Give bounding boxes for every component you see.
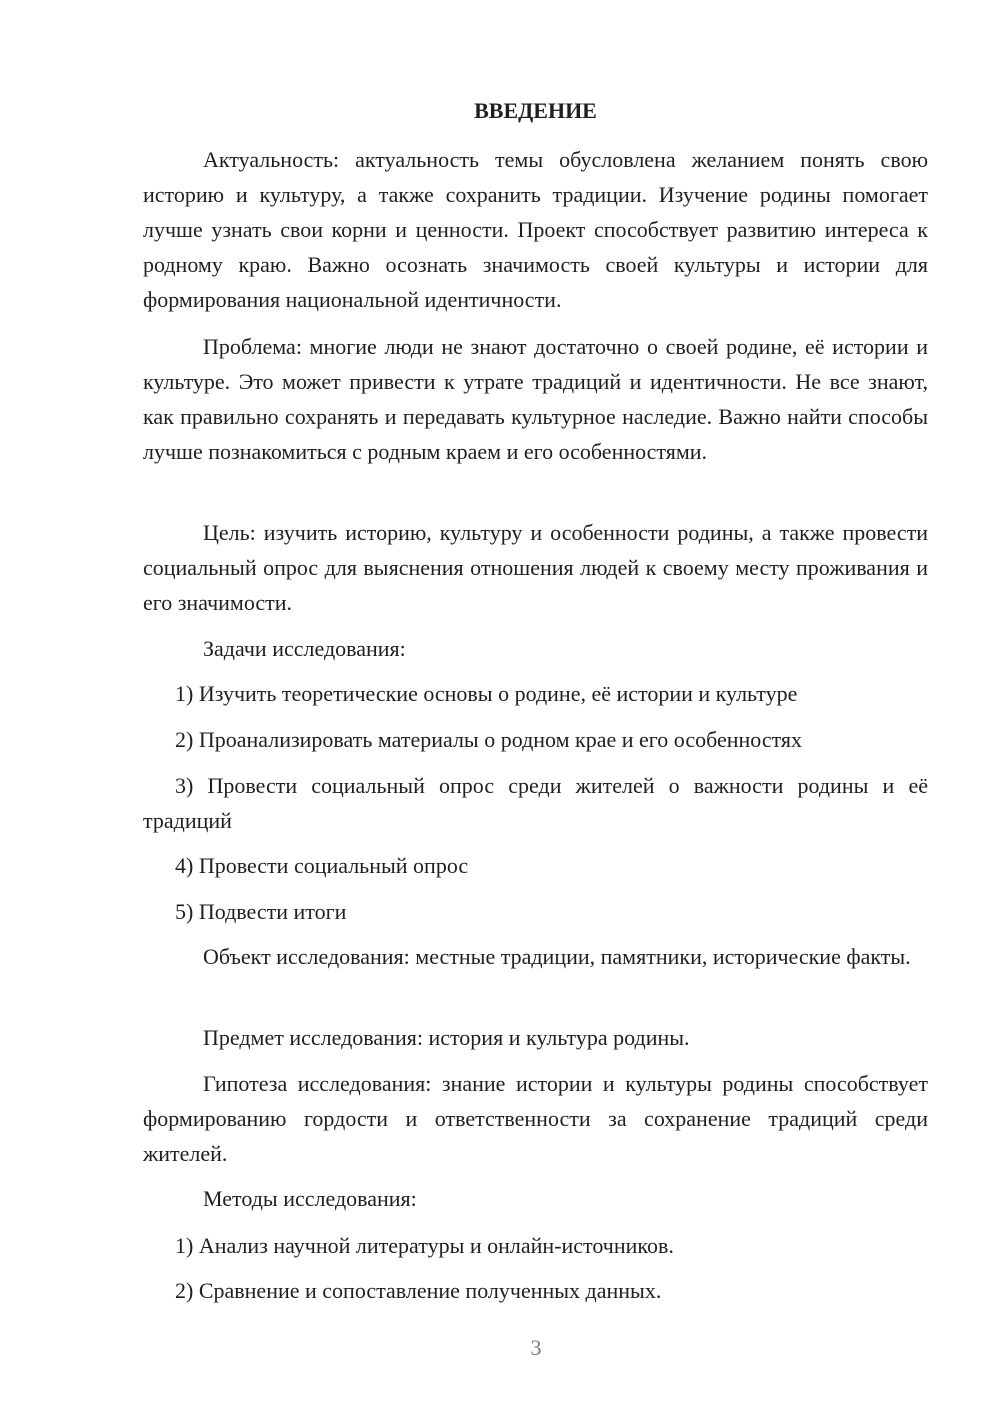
task-item-2: 2) Проанализировать материалы о родном крае и его особенностях: [175, 727, 803, 752]
problem-paragraph: Проблема: многие люди не знают достаточно о своей родине, её истории и культуре. Это может привести к утрате традиций и идентичности. Не все знают, как правильно сохранять и передавать культурное наследие. Важно найти способы лучше познакомиться с родным краем и его особенностями.: [143, 334, 928, 464]
goal-paragraph: Цель: изучить историю, культуру и особенности родины, а также провести социальный опрос для выяснения отношения людей к своему месту проживания и его значимости.: [143, 520, 928, 615]
task-item-3: 3) Провести социальный опрос среди жителей о важности родины и её традиций: [143, 773, 928, 833]
tasks-heading: Задачи исследования:: [203, 636, 406, 661]
section-title: ВВЕДЕНИЕ: [474, 98, 597, 123]
method-item-1: 1) Анализ научной литературы и онлайн-источников.: [175, 1233, 674, 1258]
methods-heading: Методы исследования:: [203, 1186, 417, 1211]
task-item-1: 1) Изучить теоретические основы о родине, её истории и культуре: [175, 681, 798, 706]
relevance-paragraph: Актуальность: актуальность темы обусловлена желанием понять свою историю и культуру, а также сохранить традиции. Изучение родины помогает лучше узнать свои корни и ценности. Проект способствует развитию интереса к родному краю. Важно осознать значимость своей культуры и истории для формирования национальной идентичности.: [143, 147, 928, 312]
object-paragraph: Объект исследования: местные традиции, памятники, исторические факты.: [203, 944, 911, 969]
hypothesis-paragraph: Гипотеза исследования: знание истории и культуры родины способствует формированию гордости и ответственности за сохранение традиций среди жителей.: [143, 1071, 928, 1166]
task-item-4: 4) Провести социальный опрос: [175, 853, 469, 878]
subject-paragraph: Предмет исследования: история и культура родины.: [203, 1025, 690, 1050]
page-number: 3: [530, 1335, 542, 1360]
method-item-2: 2) Сравнение и сопоставление полученных данных.: [175, 1278, 662, 1303]
task-item-5: 5) Подвести итоги: [175, 899, 347, 924]
